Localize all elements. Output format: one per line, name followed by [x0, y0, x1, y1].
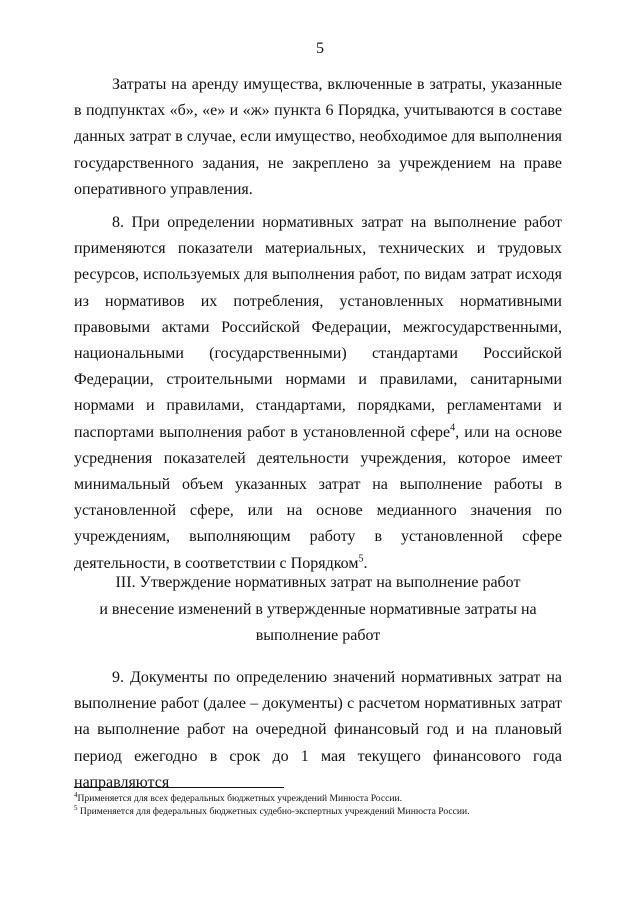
- paragraph-text: Затраты на аренду имущества, включенные в затраты, указанные в подпунктах «б», «е» и «ж» пункта 6 Порядка, учитываются в составе данных затрат в случае, если имущество, необходимое для выполнения государственного задания, не закреплено за учреждением на праве оперативного управления.: [74, 76, 562, 198]
- footnote-mark: 5: [74, 803, 78, 812]
- paragraph-text: [74, 210, 562, 577]
- paragraph-text-part: , или на основе усреднения показателей деятельности учреждения, которое имеет минимальный объем указанных затрат на выполнение работы в установленной сфере, или на основе медианного значения по учреждениям, выполняющим работу в установленной сфере деятельности, в соответствии с Порядком: [74, 423, 562, 572]
- paragraph-text-part: 8. При определении нормативных затрат на выполнение работ применяются показатели материальных, технических и трудовых ресурсов, используемых для выполнения работ, по видам затрат исходя из нормативов их потребления, установленных нормативными правовыми актами Российской Федерации, межгосударственными, национальными (государственными) стандартами Российской Федерации, строительными нормами и правилами, санитарными нормами и правилами, стандартами, порядками, регламентами и паспортами выполнения работ в установленной сфере: [74, 214, 562, 441]
- section-heading-line: и внесение изменений в утвержденные нормативные затраты на: [99, 600, 537, 618]
- footnote-5: [74, 805, 574, 818]
- paragraph-rent-costs: [74, 72, 562, 203]
- page-number: 5: [316, 40, 324, 57]
- paragraph-text: 9. Документы по определению значений нормативных затрат на выполнение работ (далее – документы) с расчетом нормативных затрат на выполнение работ на очередной финансовый год и на плановый период ежегодно в срок до 1 мая текущего финансового года направляются: [74, 669, 562, 791]
- section-heading-line: III. Утверждение нормативных затрат на выполнение работ: [115, 574, 521, 591]
- paragraph-text-part: .: [363, 554, 368, 572]
- footnote-mark: 4: [74, 790, 78, 799]
- footnote-text: Применяется для всех федеральных бюджетных учреждений Минюста России.: [77, 793, 403, 804]
- section-heading-line: выполнение работ: [255, 627, 381, 644]
- footnote-divider: [74, 787, 284, 788]
- paragraph-8-normative-costs: [74, 210, 562, 577]
- footnote-reference-5: 5: [358, 553, 364, 565]
- footnote-reference-4: 4: [450, 422, 456, 434]
- footnote-4: [74, 792, 574, 805]
- footnote-text: Применяется для федеральных бюджетных судебно-экспертных учреждений Минюста России.: [77, 806, 470, 817]
- paragraph-9-documents: [74, 665, 562, 796]
- footnotes: [74, 792, 574, 818]
- section-heading: [74, 570, 562, 650]
